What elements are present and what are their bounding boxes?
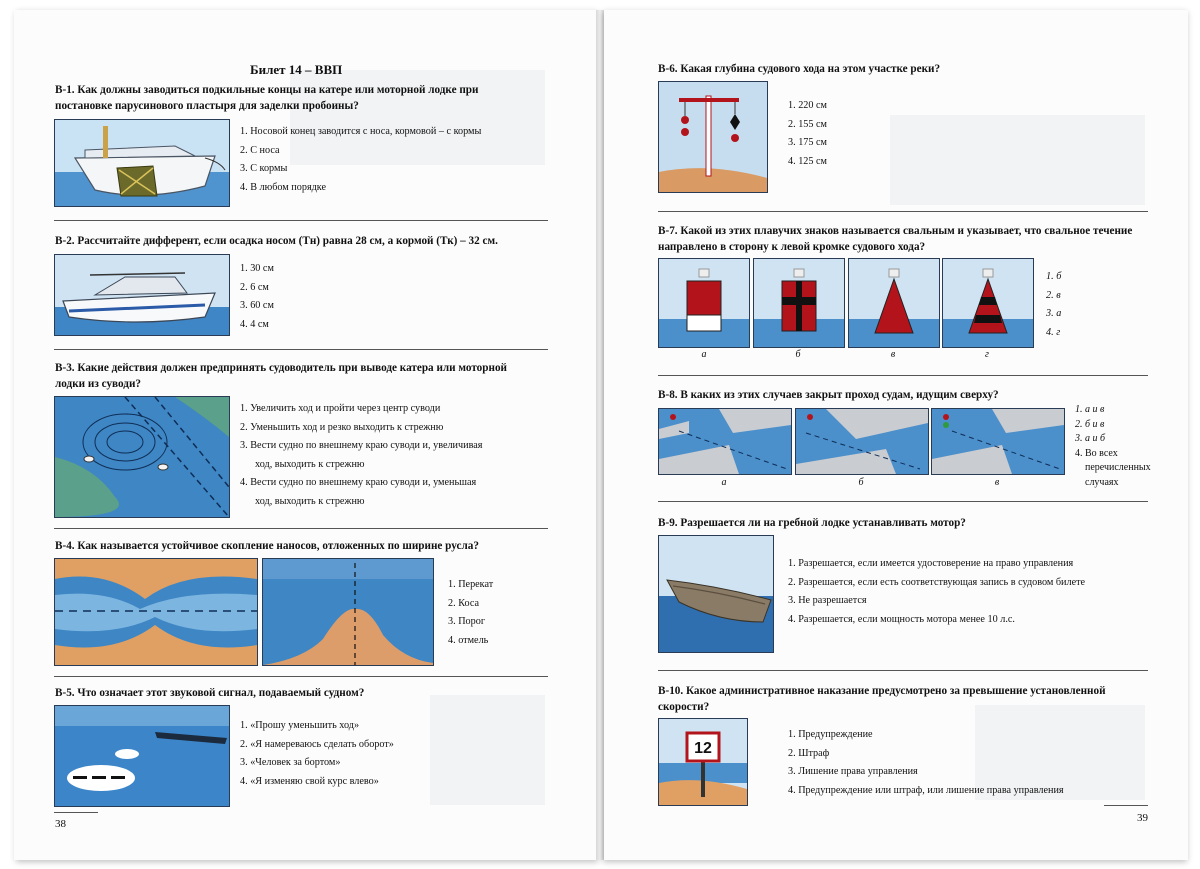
answer-option[interactable]: 3. 60 см: [240, 300, 274, 311]
answer-option[interactable]: 2. 155 см: [788, 118, 827, 130]
answer-option[interactable]: 4. Предупреждение или штраф, или лишение права управления: [788, 784, 1064, 796]
page-number-right: 39: [1137, 812, 1148, 824]
divider: [658, 211, 1148, 212]
eddy-whirlpool-illustration: [54, 396, 230, 518]
depth-signal-mast-illustration: [658, 81, 768, 193]
answer-option[interactable]: 1. Перекат: [448, 579, 494, 590]
answer-option[interactable]: 2. Уменьшить ход и резко выходить к стрежню: [240, 421, 444, 433]
divider: [658, 501, 1148, 502]
buoy-g-illustration: [942, 258, 1034, 348]
answer-option[interactable]: 3. Лишение права управления: [788, 766, 918, 777]
rowing-boat-illustration: [658, 535, 774, 653]
answer-option[interactable]: 1. б: [1046, 271, 1062, 282]
answer-option[interactable]: 2. Разрешается, если есть соответствующая запись в судовом билете: [788, 576, 1086, 588]
ticket-title: Билет 14 – ВВП: [250, 62, 343, 77]
answer-option[interactable]: 1. Носовой конец заводится с носа, кормовой – с кормы: [240, 126, 482, 137]
answer-option[interactable]: 3. а и б: [1075, 433, 1106, 444]
caption-v: в: [994, 477, 1000, 488]
question-3-text: В-3. Какие действия должен предпринять судоводитель при выводе катера или моторной лодки из суводи?: [55, 362, 507, 390]
footer-rule: [54, 812, 98, 813]
answer-option[interactable]: 1. Предупреждение: [788, 729, 873, 740]
lock-scenario-v-illustration: [931, 408, 1065, 475]
question-4-options: [448, 576, 548, 650]
question-1-text: В-1. Как должны заводиться подкильные концы на катере или моторной лодке при постановке парусинового пластыря для заделки пробоины?: [55, 84, 479, 112]
question-10-options: [788, 726, 1148, 800]
answer-option[interactable]: 2. Коса: [448, 597, 479, 609]
question-6-options: [788, 97, 908, 171]
question-4-text: В-4. Как называется устойчивое скопление наносов, отложенных по ширине русла?: [55, 540, 479, 552]
question-7-options: [1046, 268, 1106, 342]
answer-option[interactable]: 2. Штраф: [788, 747, 830, 759]
answer-option[interactable]: 2. «Я намереваюсь сделать оборот»: [240, 738, 394, 750]
question-8-options: [1075, 403, 1155, 490]
answer-option[interactable]: 1. «Прошу уменьшить ход»: [240, 720, 360, 731]
answer-option[interactable]: 4. г: [1046, 326, 1061, 338]
river-bed-plan-illustration: [54, 558, 258, 666]
speed-limit-sign-illustration: [658, 718, 748, 806]
buoy-a-illustration: [658, 258, 750, 348]
caption-b: б: [858, 477, 864, 488]
answer-option[interactable]: 3. Вести судно по внешнему краю суводи и, увеличивая: [240, 440, 483, 451]
question-2-options: [240, 260, 440, 334]
answer-option[interactable]: 1. Разрешается, если имеется удостоверение на право управления: [788, 558, 1074, 569]
divider: [54, 220, 548, 221]
caption-v: в: [890, 349, 896, 360]
footer-rule: [1104, 805, 1148, 806]
question-10-text: В-10. Какое административное наказание предусмотрено за превышение установленной скорости?: [658, 685, 1106, 713]
lock-scenario-a-illustration: [658, 408, 792, 475]
answer-option[interactable]: 2. в: [1046, 289, 1061, 301]
question-1-options: [240, 123, 540, 197]
answer-option-continuation: ход, выходить к стрежню: [255, 495, 365, 507]
answer-option[interactable]: 2. С носа: [240, 144, 280, 156]
question-8-text: В-8. В каких из этих случаев закрыт проход судам, идущим сверху?: [658, 389, 999, 401]
divider: [54, 676, 548, 677]
lock-scenario-b-illustration: [795, 408, 929, 475]
answer-option[interactable]: 3. а: [1046, 308, 1062, 319]
speed-limit-value: 12: [694, 740, 712, 757]
answer-option[interactable]: 3. Не разрешается: [788, 595, 867, 606]
divider: [658, 375, 1148, 376]
answer-option[interactable]: 4. 125 см: [788, 155, 827, 167]
answer-option[interactable]: 3. «Человек за бортом»: [240, 757, 341, 768]
divider: [54, 349, 548, 350]
answer-option-continuation: перечисленных: [1085, 462, 1151, 473]
question-6-text: В-6. Какая глубина судового хода на этом участке реки?: [658, 63, 941, 75]
divider: [658, 670, 1148, 671]
answer-option[interactable]: 4. Вести судно по внешнему краю суводи и, уменьшая: [240, 477, 477, 488]
question-7-text: В-7. Какой из этих плавучих знаков называется свальным и указывает, что свальное течение направлено в сторону к левой кромке судового хода?: [658, 225, 1133, 253]
caption-b: б: [795, 349, 801, 360]
buoy-b-illustration: [753, 258, 845, 348]
answer-option[interactable]: 2. б и в: [1075, 418, 1105, 430]
answer-option[interactable]: 1. а и в: [1075, 404, 1105, 415]
book-spine: [596, 10, 604, 860]
divider: [54, 528, 548, 529]
answer-option[interactable]: 2. 6 см: [240, 281, 269, 293]
motorboat-illustration: [54, 254, 230, 336]
answer-option-continuation: случаях: [1085, 476, 1119, 488]
answer-option[interactable]: 1. Увеличить ход и пройти через центр суводи: [240, 403, 441, 414]
answer-option[interactable]: 4. отмель: [448, 634, 489, 646]
page-number-left: 38: [55, 818, 66, 830]
answer-option[interactable]: 3. 175 см: [788, 137, 827, 148]
buoy-v-illustration: [848, 258, 940, 348]
answer-option[interactable]: 4. 4 см: [240, 318, 269, 330]
river-bed-profile-illustration: [262, 558, 434, 666]
question-3-options: [240, 400, 540, 511]
answer-option[interactable]: 4. «Я изменяю свой курс влево»: [240, 775, 379, 787]
answer-option-continuation: ход, выходить к стрежню: [255, 458, 365, 470]
collision-mat-boat-illustration: [54, 119, 230, 207]
show-through-shadow: [890, 115, 1145, 205]
answer-option[interactable]: 4. В любом порядке: [240, 181, 327, 193]
caption-g: г: [985, 349, 989, 360]
question-9-options: [788, 555, 1148, 629]
caption-a: а: [701, 349, 707, 360]
question-2-text: В-2. Рассчитайте дифферент, если осадка носом (Тн) равна 28 см, а кормой (Тк) – 32 см.: [55, 235, 498, 247]
answer-option[interactable]: 3. Порог: [448, 616, 486, 627]
answer-option[interactable]: 1. 30 см: [240, 263, 274, 274]
show-through-shadow: [430, 695, 545, 805]
answer-option[interactable]: 3. С кормы: [240, 163, 288, 174]
question-9-text: В-9. Разрешается ли на гребной лодке устанавливать мотор?: [658, 517, 966, 529]
caption-a: а: [721, 477, 727, 488]
question-5-options: [240, 717, 440, 791]
question-5-text: В-5. Что означает этот звуковой сигнал, подаваемый судном?: [55, 687, 365, 699]
answer-option[interactable]: 4. Разрешается, если мощность мотора менее 10 л.с.: [788, 613, 1015, 625]
answer-option[interactable]: 1. 220 см: [788, 100, 827, 111]
answer-option[interactable]: 4. Во всех: [1075, 447, 1118, 459]
sound-signal-illustration: [54, 705, 230, 807]
